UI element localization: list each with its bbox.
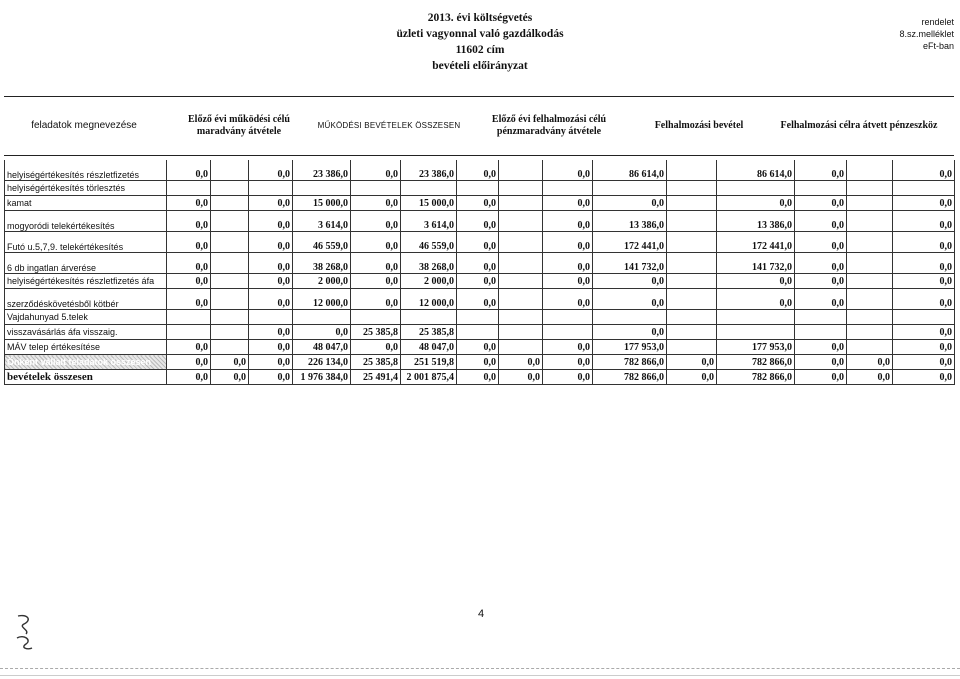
cell-value: [293, 181, 351, 196]
cell-value: [167, 325, 211, 340]
cell-value: 0,0: [543, 289, 593, 310]
cell-value: [499, 253, 543, 274]
cell-value: 0,0: [457, 196, 499, 211]
table-row: [5, 196, 955, 211]
cell-value: [847, 310, 893, 325]
cell-value: 0,0: [249, 289, 293, 310]
header-feladatok: feladatok megnevezése: [31, 120, 137, 131]
cell-value: 0,0: [543, 232, 593, 253]
cell-value: [847, 289, 893, 310]
table-row: [5, 289, 955, 310]
cell-value: [795, 325, 847, 340]
cell-value: 141 732,0: [593, 253, 667, 274]
cell-value: 25 385,8: [351, 355, 401, 370]
cell-value: 0,0: [893, 289, 955, 310]
cell-value: 25 385,8: [401, 325, 457, 340]
row-label: szerződéskövetésből kötbér: [5, 289, 167, 310]
cell-value: 0,0: [167, 253, 211, 274]
cell-value: [847, 160, 893, 181]
cell-value: 0,0: [351, 289, 401, 310]
cell-value: 0,0: [795, 196, 847, 211]
cell-value: 0,0: [893, 274, 955, 289]
cell-value: 0,0: [847, 370, 893, 385]
cell-value: [249, 310, 293, 325]
cell-value: 46 559,0: [293, 232, 351, 253]
cell-value: [293, 310, 351, 325]
cell-value: [499, 211, 543, 232]
cell-value: 0,0: [211, 370, 249, 385]
row-label: visszavásárlás áfa visszaig.: [5, 325, 167, 340]
document-title: [330, 10, 630, 74]
cell-value: 0,0: [795, 370, 847, 385]
cell-value: 177 953,0: [593, 340, 667, 355]
table-row: [5, 325, 955, 340]
scan-artifact-edge: [0, 675, 960, 676]
row-label: mogyoródi telekértékesítés: [5, 211, 167, 232]
cell-value: 2 000,0: [401, 274, 457, 289]
cell-value: 12 000,0: [401, 289, 457, 310]
cell-value: 0,0: [795, 340, 847, 355]
cell-value: [667, 160, 717, 181]
cell-value: 0,0: [893, 355, 955, 370]
cell-value: [717, 310, 795, 325]
cell-value: 172 441,0: [717, 232, 795, 253]
cell-value: 0,0: [457, 370, 499, 385]
cell-value: 0,0: [457, 211, 499, 232]
cell-value: 0,0: [543, 370, 593, 385]
cell-value: 3 614,0: [401, 211, 457, 232]
corner-line-2: 8.sz.melléklet: [899, 29, 954, 39]
cell-value: 0,0: [293, 325, 351, 340]
cell-value: 0,0: [543, 340, 593, 355]
cell-value: 0,0: [167, 274, 211, 289]
title-line-4: bevételi előirányzat: [432, 60, 528, 72]
cell-value: [457, 181, 499, 196]
cell-value: 0,0: [167, 355, 211, 370]
table-row: [5, 370, 955, 385]
row-label: Futó u.5,7,9. telekértékesítés: [5, 232, 167, 253]
cell-value: 177 953,0: [717, 340, 795, 355]
header-mukodesi-bevetelek: MŰKÖDÉSI BEVÉTELEK ÖSSZESEN: [317, 121, 461, 130]
cell-value: [249, 181, 293, 196]
cell-value: 0,0: [593, 325, 667, 340]
table-row: [5, 181, 955, 196]
cell-value: 0,0: [795, 355, 847, 370]
cell-value: [717, 181, 795, 196]
cell-value: 0,0: [211, 355, 249, 370]
cell-value: 0,0: [893, 253, 955, 274]
cell-value: 172 441,0: [593, 232, 667, 253]
cell-value: 25 385,8: [351, 325, 401, 340]
cell-value: 0,0: [499, 370, 543, 385]
header-elozo-felhalmozasi: Előző évi felhalmozási célú pénzmaradvány átvétele: [491, 114, 607, 137]
cell-value: 0,0: [249, 211, 293, 232]
cell-value: [667, 289, 717, 310]
cell-value: [667, 340, 717, 355]
cell-value: 0,0: [593, 289, 667, 310]
cell-value: [543, 325, 593, 340]
cell-value: 0,0: [351, 232, 401, 253]
cell-value: [847, 211, 893, 232]
cell-value: 0,0: [457, 340, 499, 355]
cell-value: [211, 211, 249, 232]
cell-value: 12 000,0: [293, 289, 351, 310]
cell-value: 0,0: [717, 196, 795, 211]
cell-value: [211, 340, 249, 355]
cell-value: [667, 211, 717, 232]
cell-value: 0,0: [167, 232, 211, 253]
cell-value: 0,0: [249, 160, 293, 181]
cell-value: 0,0: [893, 370, 955, 385]
table-row: [5, 274, 955, 289]
cell-value: [499, 325, 543, 340]
cell-value: 0,0: [457, 253, 499, 274]
cell-value: 0,0: [351, 196, 401, 211]
cell-value: 38 268,0: [401, 253, 457, 274]
cell-value: 86 614,0: [717, 160, 795, 181]
cell-value: [847, 232, 893, 253]
cell-value: 3 614,0: [293, 211, 351, 232]
cell-value: 782 866,0: [717, 370, 795, 385]
table-header: [4, 96, 954, 156]
table-row: [5, 253, 955, 274]
cell-value: [667, 181, 717, 196]
cell-value: [499, 160, 543, 181]
cell-value: [351, 181, 401, 196]
cell-value: 782 866,0: [593, 355, 667, 370]
cell-value: [847, 196, 893, 211]
cell-value: 0,0: [167, 160, 211, 181]
cell-value: 0,0: [795, 253, 847, 274]
cell-value: 0,0: [167, 340, 211, 355]
cell-value: [717, 325, 795, 340]
cell-value: [499, 310, 543, 325]
cell-value: 0,0: [457, 289, 499, 310]
cell-value: 0,0: [249, 274, 293, 289]
cell-value: 15 000,0: [293, 196, 351, 211]
cell-value: 0,0: [249, 355, 293, 370]
cell-value: 0,0: [593, 274, 667, 289]
annex-reference: [899, 16, 954, 52]
cell-value: 0,0: [351, 160, 401, 181]
cell-value: 0,0: [351, 211, 401, 232]
cell-value: 0,0: [795, 289, 847, 310]
cell-value: 0,0: [249, 370, 293, 385]
cell-value: [457, 310, 499, 325]
cell-value: 25 491,4: [351, 370, 401, 385]
cell-value: [667, 325, 717, 340]
cell-value: 0,0: [499, 355, 543, 370]
row-label: helyiségértékesítés részletfizetés áfa: [5, 274, 167, 289]
cell-value: 48 047,0: [293, 340, 351, 355]
cell-value: 0,0: [893, 160, 955, 181]
page-number: 4: [478, 608, 485, 620]
row-label: helyiségértékesítés részletfizetés: [5, 160, 167, 181]
cell-value: 0,0: [893, 211, 955, 232]
cell-value: 141 732,0: [717, 253, 795, 274]
cell-value: [499, 232, 543, 253]
cell-value: [667, 196, 717, 211]
cell-value: 0,0: [457, 274, 499, 289]
revenue-table: [4, 160, 955, 385]
row-label: 6 db ingatlan árverése: [5, 253, 167, 274]
cell-value: [667, 274, 717, 289]
cell-value: [401, 310, 457, 325]
cell-value: [211, 253, 249, 274]
cell-value: 23 386,0: [401, 160, 457, 181]
cell-value: 782 866,0: [593, 370, 667, 385]
cell-value: 0,0: [457, 160, 499, 181]
handwritten-signature: [12, 612, 38, 652]
cell-value: [351, 310, 401, 325]
cell-value: 0,0: [167, 289, 211, 310]
cell-value: 0,0: [543, 274, 593, 289]
cell-value: 0,0: [249, 232, 293, 253]
cell-value: 13 386,0: [593, 211, 667, 232]
cell-value: 0,0: [667, 370, 717, 385]
cell-value: [211, 274, 249, 289]
scan-artifact-line: [0, 668, 960, 669]
cell-value: [847, 274, 893, 289]
cell-value: [499, 289, 543, 310]
cell-value: [211, 196, 249, 211]
cell-value: 0,0: [543, 355, 593, 370]
row-label: bevételek összesen: [5, 370, 167, 385]
cell-value: 0,0: [717, 289, 795, 310]
cell-value: 0,0: [351, 274, 401, 289]
cell-value: 0,0: [543, 211, 593, 232]
cell-value: [211, 289, 249, 310]
cell-value: 0,0: [167, 211, 211, 232]
cell-value: [167, 310, 211, 325]
cell-value: 48 047,0: [401, 340, 457, 355]
table-row: [5, 355, 955, 370]
cell-value: 2 001 875,4: [401, 370, 457, 385]
cell-value: 0,0: [249, 325, 293, 340]
cell-value: 251 519,8: [401, 355, 457, 370]
cell-value: [211, 325, 249, 340]
cell-value: 86 614,0: [593, 160, 667, 181]
cell-value: [543, 181, 593, 196]
cell-value: [667, 253, 717, 274]
cell-value: 0,0: [249, 196, 293, 211]
cell-value: [211, 181, 249, 196]
cell-value: 0,0: [167, 370, 211, 385]
row-label: kamat: [5, 196, 167, 211]
title-line-1: 2013. évi költségvetés: [427, 12, 533, 24]
cell-value: [211, 160, 249, 181]
cell-value: 0,0: [593, 196, 667, 211]
cell-value: [667, 310, 717, 325]
table-row: [5, 160, 955, 181]
table-row: [5, 232, 955, 253]
cell-value: [211, 310, 249, 325]
cell-value: 0,0: [667, 355, 717, 370]
cell-value: 0,0: [795, 211, 847, 232]
cell-value: 0,0: [893, 196, 955, 211]
title-line-2: üzleti vagyonnal való gazdálkodás: [396, 28, 564, 40]
header-felhalmozasi-celra: Felhalmozási célra átvett pénzeszköz: [780, 120, 938, 131]
cell-value: [847, 325, 893, 340]
table-row: [5, 340, 955, 355]
cell-value: [847, 181, 893, 196]
cell-value: [167, 181, 211, 196]
cell-value: [211, 232, 249, 253]
cell-value: [893, 181, 955, 196]
cell-value: 0,0: [543, 253, 593, 274]
cell-value: 0,0: [717, 274, 795, 289]
cell-value: 2 000,0: [293, 274, 351, 289]
cell-value: [667, 232, 717, 253]
cell-value: 0,0: [351, 340, 401, 355]
cell-value: 23 386,0: [293, 160, 351, 181]
cell-value: 0,0: [167, 196, 211, 211]
corner-line-3: eFt-ban: [922, 41, 954, 51]
cell-value: 0,0: [249, 253, 293, 274]
cell-value: 226 134,0: [293, 355, 351, 370]
cell-value: [499, 340, 543, 355]
row-label: helyiségértékesítés törlesztés: [5, 181, 167, 196]
cell-value: [847, 340, 893, 355]
cell-value: 0,0: [249, 340, 293, 355]
table-row: [5, 310, 955, 325]
row-label: Vajdahunyad 5.telek: [5, 310, 167, 325]
cell-value: 38 268,0: [293, 253, 351, 274]
cell-value: [499, 196, 543, 211]
cell-value: [401, 181, 457, 196]
cell-value: 1 976 384,0: [293, 370, 351, 385]
corner-line-1: rendelet: [921, 17, 954, 27]
cell-value: 0,0: [457, 232, 499, 253]
row-label: Önként vállalt feladatok összesen: [5, 355, 167, 370]
cell-value: [847, 253, 893, 274]
cell-value: [893, 310, 955, 325]
cell-value: [795, 181, 847, 196]
row-label: MÁV telep értékesítése: [5, 340, 167, 355]
header-elozo-mukodesi: Előző évi működési célú maradvány átvétele: [188, 114, 290, 137]
cell-value: 0,0: [847, 355, 893, 370]
cell-value: 0,0: [351, 253, 401, 274]
cell-value: [457, 325, 499, 340]
header-felhalmozasi-bevetel: Felhalmozási bevétel: [654, 120, 744, 131]
title-line-3: 11602 cím: [455, 44, 505, 56]
cell-value: [543, 310, 593, 325]
cell-value: [795, 310, 847, 325]
cell-value: 0,0: [795, 274, 847, 289]
cell-value: 0,0: [893, 232, 955, 253]
cell-value: 0,0: [795, 232, 847, 253]
cell-value: 0,0: [543, 160, 593, 181]
cell-value: [499, 181, 543, 196]
cell-value: 0,0: [893, 340, 955, 355]
cell-value: 782 866,0: [717, 355, 795, 370]
cell-value: 0,0: [893, 325, 955, 340]
cell-value: [499, 274, 543, 289]
cell-value: 0,0: [457, 355, 499, 370]
table-row: [5, 211, 955, 232]
cell-value: 0,0: [543, 196, 593, 211]
cell-value: 15 000,0: [401, 196, 457, 211]
cell-value: [593, 310, 667, 325]
cell-value: 46 559,0: [401, 232, 457, 253]
cell-value: [593, 181, 667, 196]
cell-value: 0,0: [795, 160, 847, 181]
cell-value: 13 386,0: [717, 211, 795, 232]
